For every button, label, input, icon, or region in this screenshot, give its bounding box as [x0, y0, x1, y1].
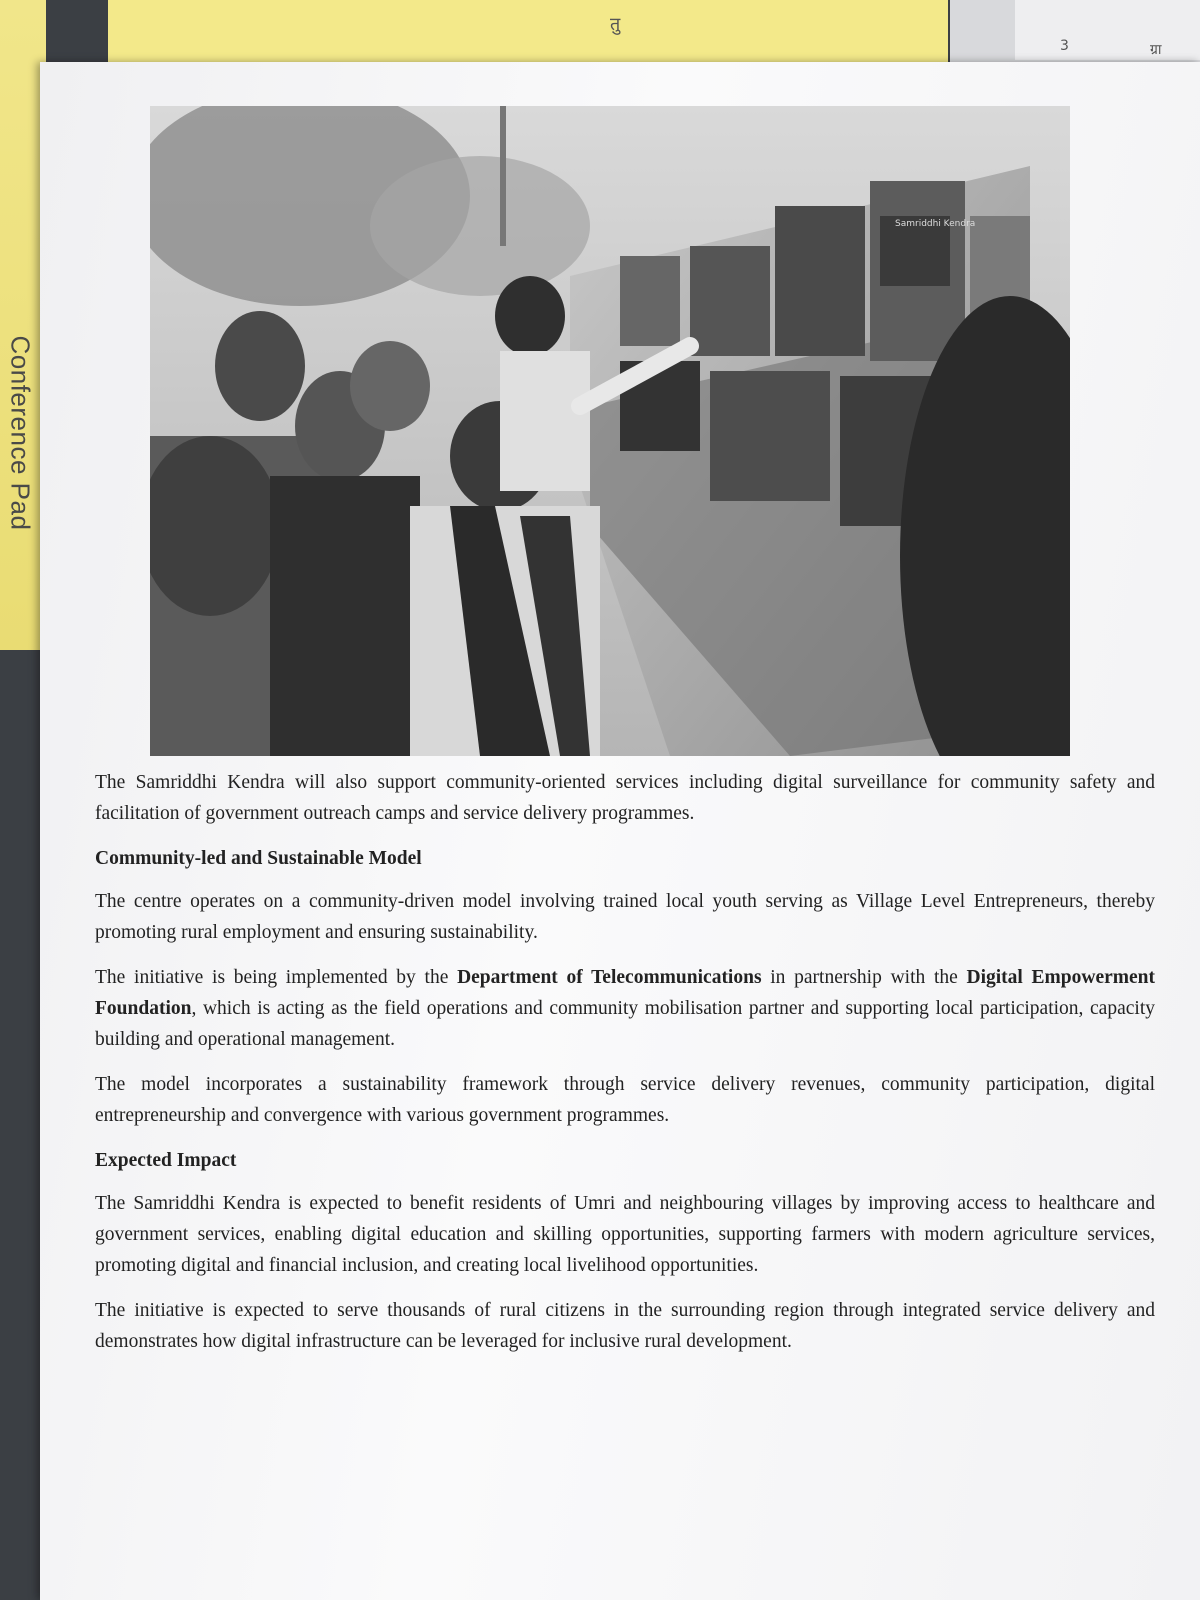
event-photograph [150, 106, 1070, 756]
poster-banner: Samriddhi Kendra [895, 219, 976, 229]
paragraph-impact: The Samriddhi Kendra is expected to benefit residents of Umri and neighbouring villages by improving access to healthcare and government services, enabling digital education and skilling opportunities, supporting farmers with modern agriculture services, promoting digital and financial inclusion, and creating local livelihood opportunities. [95, 1193, 1155, 1276]
paragraph-implementation [95, 962, 1155, 1055]
paragraph-services: The Samriddhi Kendra will also support community-oriented services including digital surveillance for community safety and facilitation of government outreach camps and service delivery programmes. [95, 772, 1155, 824]
printed-page [40, 62, 1200, 1600]
yellow-folder [108, 0, 948, 62]
corner-mark-3: ग्रा [1150, 42, 1162, 58]
corner-mark-2: तु [610, 14, 621, 35]
implementation-text-1: The initiative is being implemented by the [95, 967, 458, 988]
paragraph-sustainability: The model incorporates a sustainability framework through service delivery revenues, community participation, digital entrepreneurship and convergence with various government programmes. [95, 1074, 1155, 1126]
corner-mark-1: 3 [1060, 38, 1069, 54]
notepad-label: Conference Pad [5, 335, 36, 531]
implementation-text-3: , which is acting as the field operations and community mobilisation partner and supporting local participation, capacity building and operational management. [95, 998, 1155, 1050]
dot-name: Department of Telecommunications [457, 967, 762, 988]
heading-expected-impact: Expected Impact [95, 1150, 237, 1171]
paragraph-community-model: The centre operates on a community-driven model involving trained local youth serving as Village Level Entrepreneurs, thereby promoting rural employment and ensuring sustainability. [95, 891, 1155, 943]
heading-community-model: Community-led and Sustainable Model [95, 848, 422, 869]
paragraph-outreach: The initiative is expected to serve thousands of rural citizens in the surrounding region through integrated service delivery and demonstrates how digital infrastructure can be leveraged for inclusive rural development. [95, 1300, 1155, 1352]
def-name: Digital Empowerment Foundation [95, 967, 1155, 1019]
article-body [95, 767, 1155, 1371]
implementation-text-2: in partnership with the [761, 967, 967, 988]
photo-icon [150, 106, 1070, 756]
white-sheet [1015, 0, 1200, 60]
